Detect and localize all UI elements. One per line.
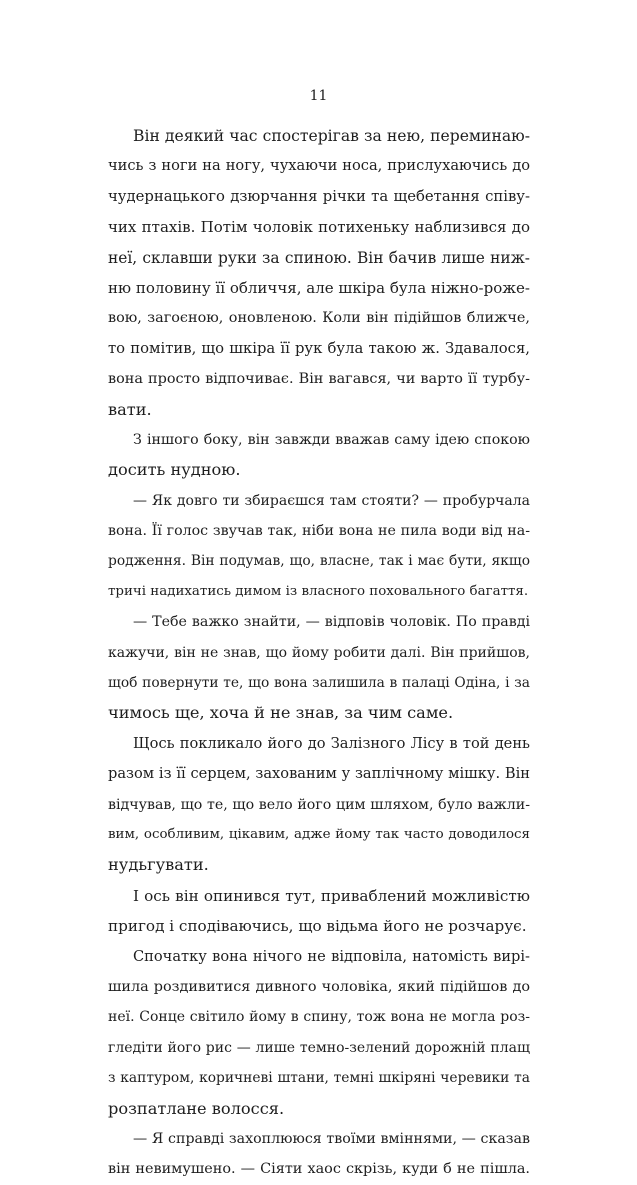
text-line: вати. bbox=[108, 399, 152, 419]
text-line: розпатлане волосся. bbox=[108, 1098, 285, 1118]
text-line: — Я справді захоплююся твоїми вміннями, — сказав bbox=[133, 1130, 530, 1147]
text-line: гледіти його рис — лише темно-зелений дорожній плащ bbox=[108, 1039, 530, 1056]
text-line: з каптуром, коричневі штани, темні шкіряні черевики та bbox=[108, 1070, 530, 1087]
text-line: Щось покликало його до Залізного Лісу в той день bbox=[133, 734, 530, 752]
text-line: Спочатку вона нічого не відповіла, натомість вирі- bbox=[133, 947, 530, 965]
text-line: — Як довго ти збираєшся там стояти? — пробурчала bbox=[133, 492, 530, 509]
text-line: кажучи, він не знав, що йому робити далі. Він прийшов, bbox=[108, 644, 530, 661]
text-line: вою, загоєною, оновленою. Коли він підійшов ближче, bbox=[108, 310, 530, 327]
text-line: тричі надихатись димом із власного поховального багаття. bbox=[108, 583, 529, 599]
text-line: чись з ноги на ногу, чухаючи носа, прислухаючись до bbox=[108, 157, 530, 175]
text-line: щоб повернути те, що вона залишила в палаці Одіна, і за bbox=[108, 675, 530, 692]
text-line: вона просто відпочиває. Він вагався, чи варто її турбу- bbox=[108, 371, 530, 388]
text-line: нудьгувати. bbox=[108, 855, 209, 875]
text-line: Він деякий час спостерігав за нею, переминаю- bbox=[133, 127, 530, 145]
page-number: 11 bbox=[309, 88, 328, 104]
text-line: неї. Сонце світило йому в спину, тож вона не могла роз- bbox=[108, 1009, 530, 1026]
text-line: вим, особливим, цікавим, адже йому так часто доводилося bbox=[108, 826, 530, 842]
body-text bbox=[108, 121, 530, 1185]
text-line: то помітив, що шкіра її рук була такою ж. Здавалося, bbox=[108, 339, 530, 357]
text-line: чих птахів. Потім чоловік потихеньку наблизився до bbox=[108, 218, 530, 237]
text-line: досить нудною. bbox=[108, 460, 241, 480]
text-line: чимось ще, хоча й не знав, за чим саме. bbox=[108, 703, 454, 723]
text-line: ню половину її обличчя, але шкіра була ніжно-роже- bbox=[108, 278, 530, 297]
text-line: відчував, що те, що вело його цим шляхом, було важли- bbox=[108, 796, 530, 813]
text-line: родження. Він подумав, що, власне, так і має бути, якщо bbox=[108, 553, 530, 570]
text-line: І ось він опинився тут, приваблений можливістю bbox=[133, 886, 530, 905]
text-line: він невимушено. — Сіяти хаос скрізь, куди б не пішла. bbox=[108, 1161, 530, 1178]
text-line: вона. Її голос звучав так, ніби вона не пила води від на- bbox=[108, 523, 530, 540]
text-line: чудернацького дзюрчання річки та щебетання співу- bbox=[108, 187, 530, 205]
text-line: З іншого боку, він завжди вважав саму ідею спокою bbox=[133, 431, 530, 448]
text-line: шила роздивитися дивного чоловіка, який підійшов до bbox=[108, 978, 530, 995]
text-line: — Тебе важко знайти, — відповів чоловік. По правді bbox=[133, 614, 530, 631]
text-line: разом із її серцем, захованим у заплічному мішку. Він bbox=[108, 765, 530, 783]
text-line: пригод і сподіваючись, що відьма його не розчарує. bbox=[108, 917, 527, 936]
text-line: неї, склавши руки за спиною. Він бачив лише ниж- bbox=[108, 248, 530, 267]
